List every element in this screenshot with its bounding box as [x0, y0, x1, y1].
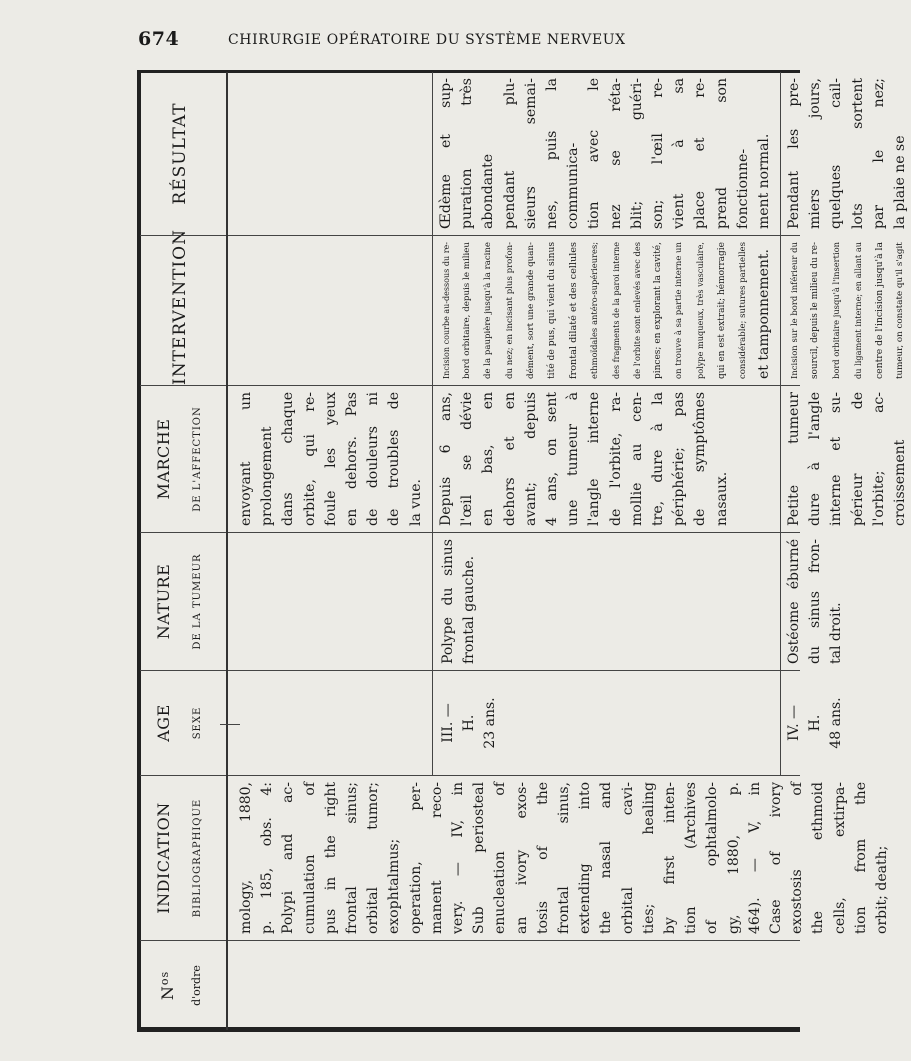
text-line: on trouve à sa partie interne un [674, 242, 685, 379]
age-case-4 [784, 671, 848, 775]
text-line: pus in the right [322, 782, 339, 934]
text-line: prolongement [259, 426, 276, 526]
row-divider [780, 671, 781, 775]
row-divider [780, 533, 781, 670]
text-line: la plaie ne se [892, 135, 909, 229]
age-case-3 [438, 671, 502, 775]
column-ordre [228, 941, 800, 1030]
text-line: by first inten- [662, 782, 679, 934]
text-line: H. [807, 714, 824, 732]
text-line: extending into [577, 782, 594, 934]
text-line: Incision courbe au-dessous du re- [442, 242, 451, 379]
header-marche-main: MARCHE [154, 418, 173, 500]
header-ordre [140, 941, 226, 1030]
text-line: ment normal. [756, 133, 773, 229]
text-line: du sinus fron- [807, 539, 824, 664]
text-line: considérable; sutures partielles [737, 242, 748, 379]
text-line: croissement [892, 439, 909, 526]
row-divider [432, 72, 433, 235]
text-line: pinces; en explorant la cavité, [653, 242, 664, 379]
column-resultat [228, 72, 909, 236]
row-divider [780, 386, 781, 532]
text-line: the ethmoid [810, 782, 827, 934]
resultat-case-4 [784, 72, 911, 235]
text-line: dure à l'angle [807, 392, 824, 526]
text-line: nes, puis la [544, 78, 561, 229]
text-line: mollie au cen- [628, 392, 645, 526]
header-age-main: AGE [154, 704, 173, 742]
header-indication [140, 776, 226, 941]
text-line: centre de l'incision jusqu'à la [873, 242, 885, 379]
text-line: qui en est extrait; hémorragie [716, 242, 727, 379]
text-line: frontal gauche. [461, 555, 478, 664]
text-line: envoyant un [238, 392, 254, 526]
row-divider [432, 236, 433, 385]
text-line: Œdème et sup- [438, 78, 454, 229]
text-line: ties; healing [640, 782, 657, 934]
text-line: tion from the [852, 782, 869, 934]
table-body [228, 72, 909, 1030]
text-line: dément, sort une grande quan- [525, 242, 536, 379]
text-line: sieurs semai- [522, 78, 539, 229]
text-line: Petite tumeur [786, 392, 802, 526]
marche-case-2-cont [236, 386, 427, 532]
text-line: an ivory exos- [513, 782, 530, 934]
text-line: par le nez; [870, 78, 887, 229]
header-intervention-main: INTERVENTION [170, 229, 190, 385]
text-line: Pendant les pre- [786, 78, 802, 229]
text-line: l'orbite; ac- [870, 392, 887, 526]
row-divider [780, 236, 781, 385]
text-line: périeur de [849, 392, 866, 526]
table-header [140, 72, 228, 1030]
text-line: de la paupière jusqu'à la racine [483, 242, 494, 379]
text-line: 48 ans. [828, 697, 845, 749]
header-marche [140, 386, 226, 533]
text-line: frontal sinus, [556, 782, 573, 934]
nature-case-3 [438, 533, 480, 670]
text-line: Polype du sinus [440, 539, 456, 664]
header-intervention [140, 229, 226, 386]
text-line: communica- [565, 142, 582, 229]
header-nature [140, 533, 226, 671]
text-line: bord orbitaire jusqu'à l'insertion [831, 242, 842, 379]
header-indication-sub: BIBLIOGRAPHIQUE [192, 798, 203, 918]
header-resultat-main: RÉSULTAT [170, 102, 190, 205]
text-line: operation, per- [407, 782, 424, 934]
text-line: cells, extirpa- [831, 782, 848, 934]
header-nature-sub: DE LA TUMEUR [192, 553, 203, 650]
text-line: tal droit. [828, 602, 845, 664]
text-line: Incision sur le bord inférieur du [789, 242, 799, 379]
column-intervention [228, 236, 906, 386]
text-line: de troubles de [386, 392, 403, 526]
text-line: et tamponnement. [756, 249, 773, 379]
text-line: l'œil se dévie [459, 392, 476, 526]
text-line: en dehors. Pas [344, 392, 361, 526]
text-line: place et re- [692, 78, 709, 229]
text-line: tion (Archives [683, 782, 700, 934]
header-ordre-sup: os [158, 970, 171, 986]
text-line: the nasal and [598, 782, 615, 934]
text-line: Depuis 6 ans, [438, 392, 454, 526]
text-line: orbite, qui re- [301, 392, 318, 526]
text-line: exostosis of [789, 782, 806, 934]
text-line: gy, 1880, p. [725, 782, 742, 934]
text-line: bord orbitaire, depuis le milieu [462, 242, 473, 379]
text-line: nez se réta- [607, 78, 624, 229]
text-line: miers jours, [807, 78, 824, 229]
text-line: des fragments de la paroi interne [611, 242, 621, 379]
text-line: nasaux. [713, 471, 730, 526]
text-line: ethmoïdales antéro-supérieures; [589, 242, 600, 379]
text-line: orbital cavi- [619, 782, 636, 934]
header-resultat [140, 72, 226, 236]
header-age-sub: SEXE [192, 706, 203, 740]
text-line: Sub periosteal [471, 782, 488, 934]
running-header [0, 26, 800, 60]
text-line: 464). — V, in [746, 782, 763, 934]
header-age [140, 671, 226, 776]
marche-case-4 [784, 386, 911, 532]
text-line: manent reco- [428, 782, 445, 934]
text-line: tre, dure à la [650, 392, 667, 526]
row-divider [432, 386, 433, 532]
text-line: tion avec le [586, 78, 603, 229]
intervention-case-4 [784, 236, 911, 385]
intervention-case-3 [436, 236, 775, 385]
text-line: tosis of the [534, 782, 551, 934]
page-number: 674 [138, 28, 180, 50]
text-line: orbit; death; [874, 845, 891, 934]
text-line: tité de pus, qui vient du sinus [547, 242, 558, 379]
column-indication [228, 776, 891, 941]
text-line: la vue. [407, 479, 424, 526]
text-line: very. — IV, in [450, 782, 467, 934]
text-line: blit; guéri- [628, 78, 645, 229]
text-line: H. [461, 714, 478, 732]
text-line: enucleation of [492, 782, 509, 934]
column-marche [228, 386, 909, 533]
text-line: du nez; en incisant plus profon- [504, 242, 515, 379]
text-line: abondante [480, 154, 497, 229]
header-ordre-sub: d'ordre [190, 965, 203, 1006]
text-line: de l'orbite sont enlevés avec des [631, 242, 642, 379]
text-line: de douleurs ni [365, 392, 382, 526]
text-line: exophtalmus; [386, 838, 403, 934]
text-line: 4 ans, on sent [544, 392, 561, 526]
text-line: de l'orbite, ra- [607, 392, 624, 526]
text-line: avant; depuis [522, 392, 539, 526]
case-table [140, 72, 909, 1030]
text-line: quelques cail- [828, 78, 845, 229]
text-line: de symptômes [692, 392, 709, 526]
text-line: l'angle interne [586, 392, 603, 526]
text-line: pendant plu- [501, 78, 518, 229]
text-line: lots sortent [849, 78, 866, 229]
header-nature-main: NATURE [154, 563, 173, 640]
indication-text [236, 776, 893, 940]
text-line: en bas, en [480, 392, 497, 526]
text-line: Case of ivory [768, 782, 785, 934]
text-line: Polypi and ac- [280, 782, 297, 934]
text-line: orbital tumor; [365, 782, 382, 934]
text-line: son; l'œil re- [650, 78, 667, 229]
text-line: 23 ans. [482, 697, 499, 749]
column-age [228, 671, 845, 776]
text-line: IV. — [786, 704, 802, 742]
text-line: fonctionne- [734, 148, 751, 229]
row-divider [432, 533, 433, 670]
row-divider [432, 671, 433, 775]
header-indication-main: INDICATION [154, 802, 173, 914]
text-line: mology, 1880, [238, 782, 254, 934]
text-line: polype muqueux, très vasculaire, [695, 242, 706, 379]
column-nature [228, 533, 845, 671]
text-line: une tumeur à [565, 392, 582, 526]
text-line: tumeur, on constate qu'il s'agit [895, 242, 906, 379]
header-marche-sub: DE L'AFFECTION [192, 406, 203, 512]
text-line: frontal sinus; [344, 782, 361, 934]
header-ordre-n: N [158, 985, 177, 1001]
text-line: sourcil, depuis le milieu du re- [810, 242, 821, 379]
text-line: dehors et en [501, 392, 518, 526]
text-line: périphérie; pas [671, 392, 688, 526]
text-line: Ostéome éburné [786, 539, 802, 664]
text-line: vient à sa [671, 78, 688, 229]
resultat-case-3 [436, 72, 775, 235]
rotated-table [140, 72, 909, 1030]
text-line: puration très [459, 78, 476, 229]
text-line: frontal dilaté et des cellules [568, 242, 580, 379]
text-line: cumulation of [301, 782, 318, 934]
running-title: CHIRURGIE OPÉRATOIRE DU SYSTÈME NERVEUX [228, 32, 626, 48]
text-line: prend son [713, 78, 730, 229]
nature-case-4 [784, 533, 848, 670]
marche-case-3 [436, 386, 733, 532]
text-line: p. 185, obs. 4: [259, 782, 276, 934]
text-line: du ligament interne; en allant au [852, 242, 863, 379]
text-line: foule les yeux [322, 392, 339, 526]
text-line: interne et su- [828, 392, 845, 526]
text-line: of ophtalmolo- [704, 782, 721, 934]
row-divider [780, 72, 781, 235]
text-line: III. — [440, 703, 456, 743]
text-line: dans chaque [280, 392, 297, 526]
